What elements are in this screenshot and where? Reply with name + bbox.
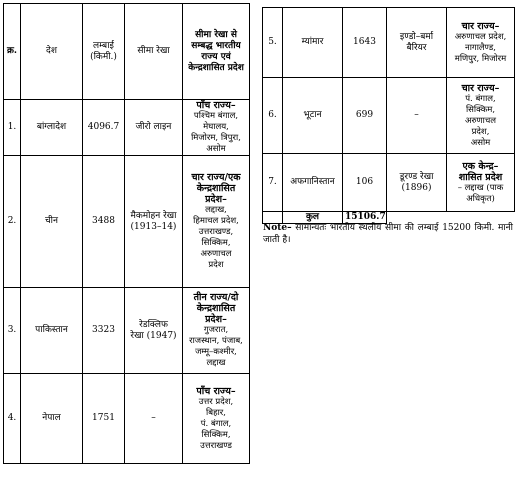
header-row — [4, 4, 250, 100]
table-row — [4, 156, 250, 288]
note-label: Note– — [263, 223, 292, 233]
row-length: 3488 — [83, 156, 125, 288]
row-length: 106 — [343, 154, 387, 212]
row-country: नेपाल — [21, 374, 83, 464]
states-title: चार राज्य– — [461, 82, 500, 94]
row-sno: 6. — [263, 78, 283, 154]
row-sno: 3. — [4, 288, 21, 374]
states-detail: पं. बंगाल, सिक्किम, अरुणाचल प्रदेश, असोम — [464, 93, 497, 148]
states-title: पाँच राज्य– — [196, 385, 236, 397]
states-detail: अरुणाचल प्रदेश, नागालैण्ड, मणिपुर, मिजोरम — [454, 31, 507, 64]
states-title: पाँच राज्य– — [196, 100, 236, 111]
row-country: अफगानिस्तान — [283, 154, 343, 212]
header-line: सीमा रेखा — [125, 4, 183, 100]
total-value: 15106.7 — [343, 212, 387, 224]
row-line: डूरण्ड रेखा (1896) — [387, 154, 447, 212]
row-line: इण्डो–बर्मा बैरियर — [387, 8, 447, 78]
header-country: देश — [21, 4, 83, 100]
row-length: 3323 — [83, 288, 125, 374]
table-row — [4, 100, 250, 156]
row-states — [447, 8, 515, 78]
row-country: चीन — [21, 156, 83, 288]
row-length: 1643 — [343, 8, 387, 78]
states-title: चार राज्य– — [461, 20, 500, 32]
row-length: 1751 — [83, 374, 125, 464]
states-title: तीन राज्य/दो केन्द्रशासित प्रदेश– — [193, 292, 239, 325]
row-country: म्यांमार — [283, 8, 343, 78]
row-country: भूटान — [283, 78, 343, 154]
table-row — [263, 78, 515, 154]
header-sno: क्र. — [4, 4, 21, 100]
row-sno: 4. — [4, 374, 21, 464]
table-row — [4, 374, 250, 464]
total-label: कुल — [283, 212, 343, 224]
row-line: जीरो लाइन — [125, 100, 183, 156]
row-states — [447, 154, 515, 212]
states-title: चार राज्य/एक केन्द्रशासित प्रदेश– — [191, 172, 241, 205]
row-country: बांग्लादेश — [21, 100, 83, 156]
row-length: 4096.7 — [83, 100, 125, 156]
row-sno: 1. — [4, 100, 21, 156]
row-sno: 7. — [263, 154, 283, 212]
states-detail: उत्तर प्रदेश, बिहार, पं. बंगाल, सिक्किम, उत्तराखण्ड — [198, 396, 234, 451]
row-line: – — [125, 374, 183, 464]
row-states — [447, 78, 515, 154]
table-row — [4, 288, 250, 374]
row-sno: 2. — [4, 156, 21, 288]
row-sno: 5. — [263, 8, 283, 78]
states-detail: गुजरात, राजस्थान, पंजाब, जम्मू–कश्मीर, लद्दाख — [189, 325, 243, 368]
states-detail: – लद्दाख (पाक अधिकृत) — [457, 182, 504, 204]
note-text: सामान्यतः भारतीय स्थलीय सीमा की लम्बाई 15200 किमी. मानी जाती है। — [263, 223, 513, 245]
row-line: मैकमोहन रेखा (1913–14) — [125, 156, 183, 288]
row-states — [183, 374, 250, 464]
table-row — [263, 8, 515, 78]
header-length: लम्बाई (किमी.) — [83, 4, 125, 100]
states-detail: लद्दाख, हिमाचल प्रदेश, उत्तराखण्ड, सिक्किम, अरुणाचल प्रदेश — [193, 205, 239, 270]
row-states — [183, 156, 250, 288]
row-length: 699 — [343, 78, 387, 154]
row-states — [183, 100, 250, 156]
states-title: एक केन्द्र– शासित प्रदेश — [458, 160, 503, 183]
note — [263, 222, 513, 246]
row-line: रेडक्लिफ रेखा (1947) — [125, 288, 183, 374]
header-states: सीमा रेखा से सम्बद्ध भारतीय राज्य एवं केन्द्रशासित प्रदेश — [183, 4, 250, 100]
states-detail: पश्चिम बंगाल, मेघालय, मिजोरम, त्रिपुरा, असोम — [191, 111, 241, 154]
left-border-table — [3, 3, 250, 464]
row-states — [183, 288, 250, 374]
table-row — [263, 154, 515, 212]
row-line: – — [387, 78, 447, 154]
right-border-table — [262, 7, 515, 224]
row-country: पाकिस्तान — [21, 288, 83, 374]
